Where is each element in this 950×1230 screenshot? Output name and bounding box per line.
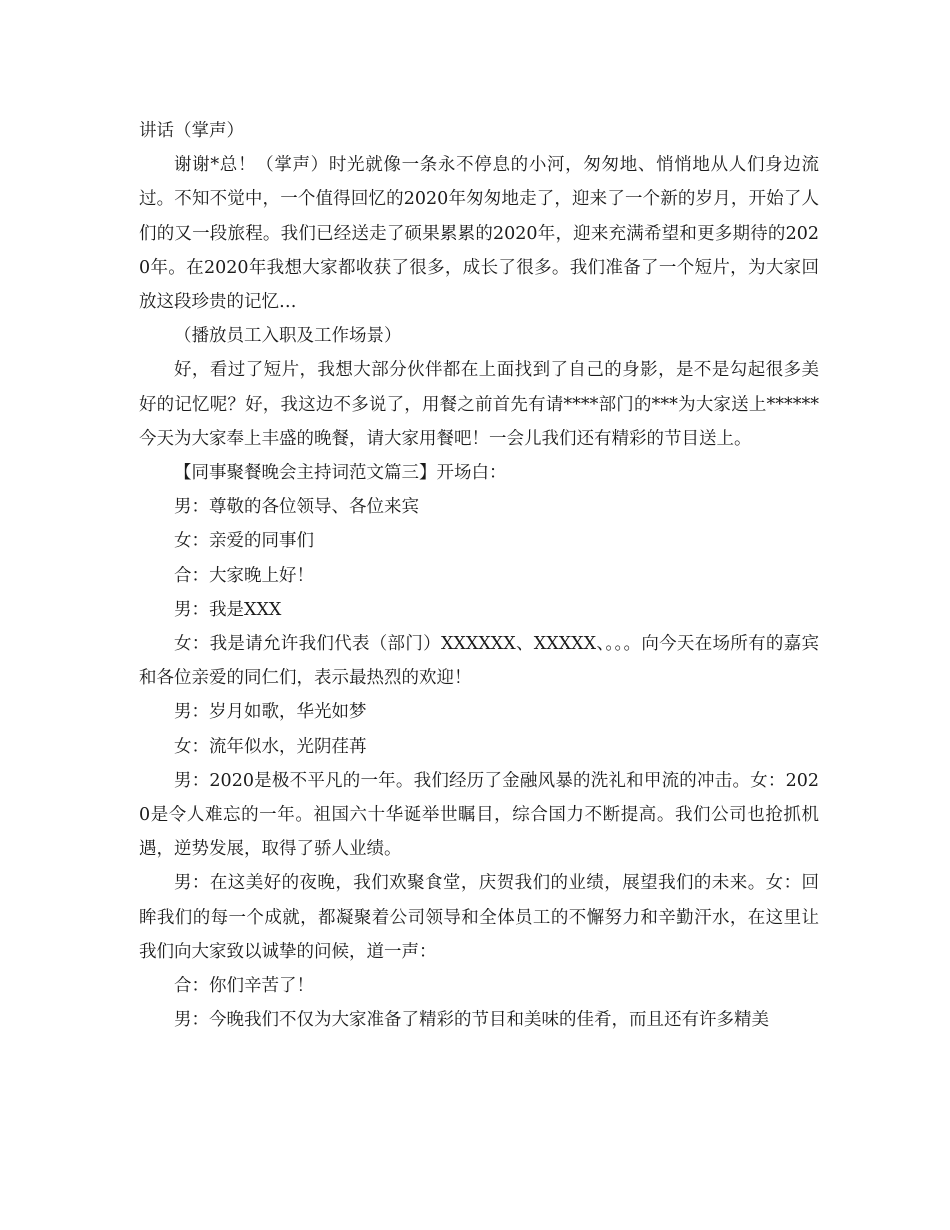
paragraph-4: 好，看过了短片，我想大部分伙伴都在上面找到了自己的身影，是不是勾起很多美好的记忆呢？好，我这边不多说了，用餐之前首先有请****部门的***为大家送上******今天为大家奉上丰盛的晚餐，请大家用餐吧！一会儿我们还有精彩的节目送上。	[139, 360, 819, 449]
paragraph-9: 男：我是XXX	[174, 599, 282, 620]
paragraph-16: 男：今晚我们不仅为大家准备了精彩的节目和美味的佳肴，而且还有许多精美	[174, 1010, 769, 1031]
paragraph-12: 女：流年似水，光阴荏苒	[174, 736, 367, 757]
paragraph-1: 讲话（掌声）	[139, 121, 244, 141]
document-body	[139, 114, 819, 1037]
paragraph-14: 男：在这美好的夜晚，我们欢聚食堂，庆贺我们的业绩，展望我们的未来。女：回眸我们的每一个成就，都凝聚着公司领导和全体员工的不懈努力和辛勤汗水，在这里让我们向大家致以诚挚的问候，道一声：	[139, 873, 819, 962]
paragraph-13: 男：2020是极不平凡的一年。我们经历了金融风暴的洗礼和甲流的冲击。女：2020是令人难忘的一年。祖国六十华诞举世瞩目，综合国力不断提高。我们公司也抢抓机遇，逆势发展，取得了骄人业绩。	[139, 770, 819, 860]
paragraph-3: （播放员工入职及工作场景）	[174, 326, 402, 347]
paragraph-2: 谢谢*总！（掌声）时光就像一条永不停息的小河，匆匆地、悄悄地从人们身边流过。不知不觉中，一个值得回忆的2020年匆匆地走了，迎来了一个新的岁月，开始了人们的又一段旅程。我们已经送走了硕果累累的2020年，迎来充满希望和更多期待的2020年。在2020年我想大家都收获了很多，成长了很多。我们准备了一个短片，为大家回放这段珍贵的记忆…	[139, 155, 819, 313]
paragraph-7: 女：亲爱的同事们	[174, 531, 314, 552]
paragraph-6: 男：尊敬的各位领导、各位来宾	[174, 497, 419, 518]
paragraph-10: 女：我是请允许我们代表（部门）XXXXXX、XXXXX、。。。向今天在场所有的嘉宾和各位亲爱的同仁们，表示最热烈的欢迎！	[139, 634, 819, 689]
section-heading: 【同事聚餐晚会主持词范文篇三】开场白：	[174, 463, 507, 484]
paragraph-15: 合：你们辛苦了！	[174, 976, 314, 997]
paragraph-11: 男：岁月如歌，华光如梦	[174, 702, 367, 723]
paragraph-8: 合：大家晚上好！	[174, 565, 314, 586]
